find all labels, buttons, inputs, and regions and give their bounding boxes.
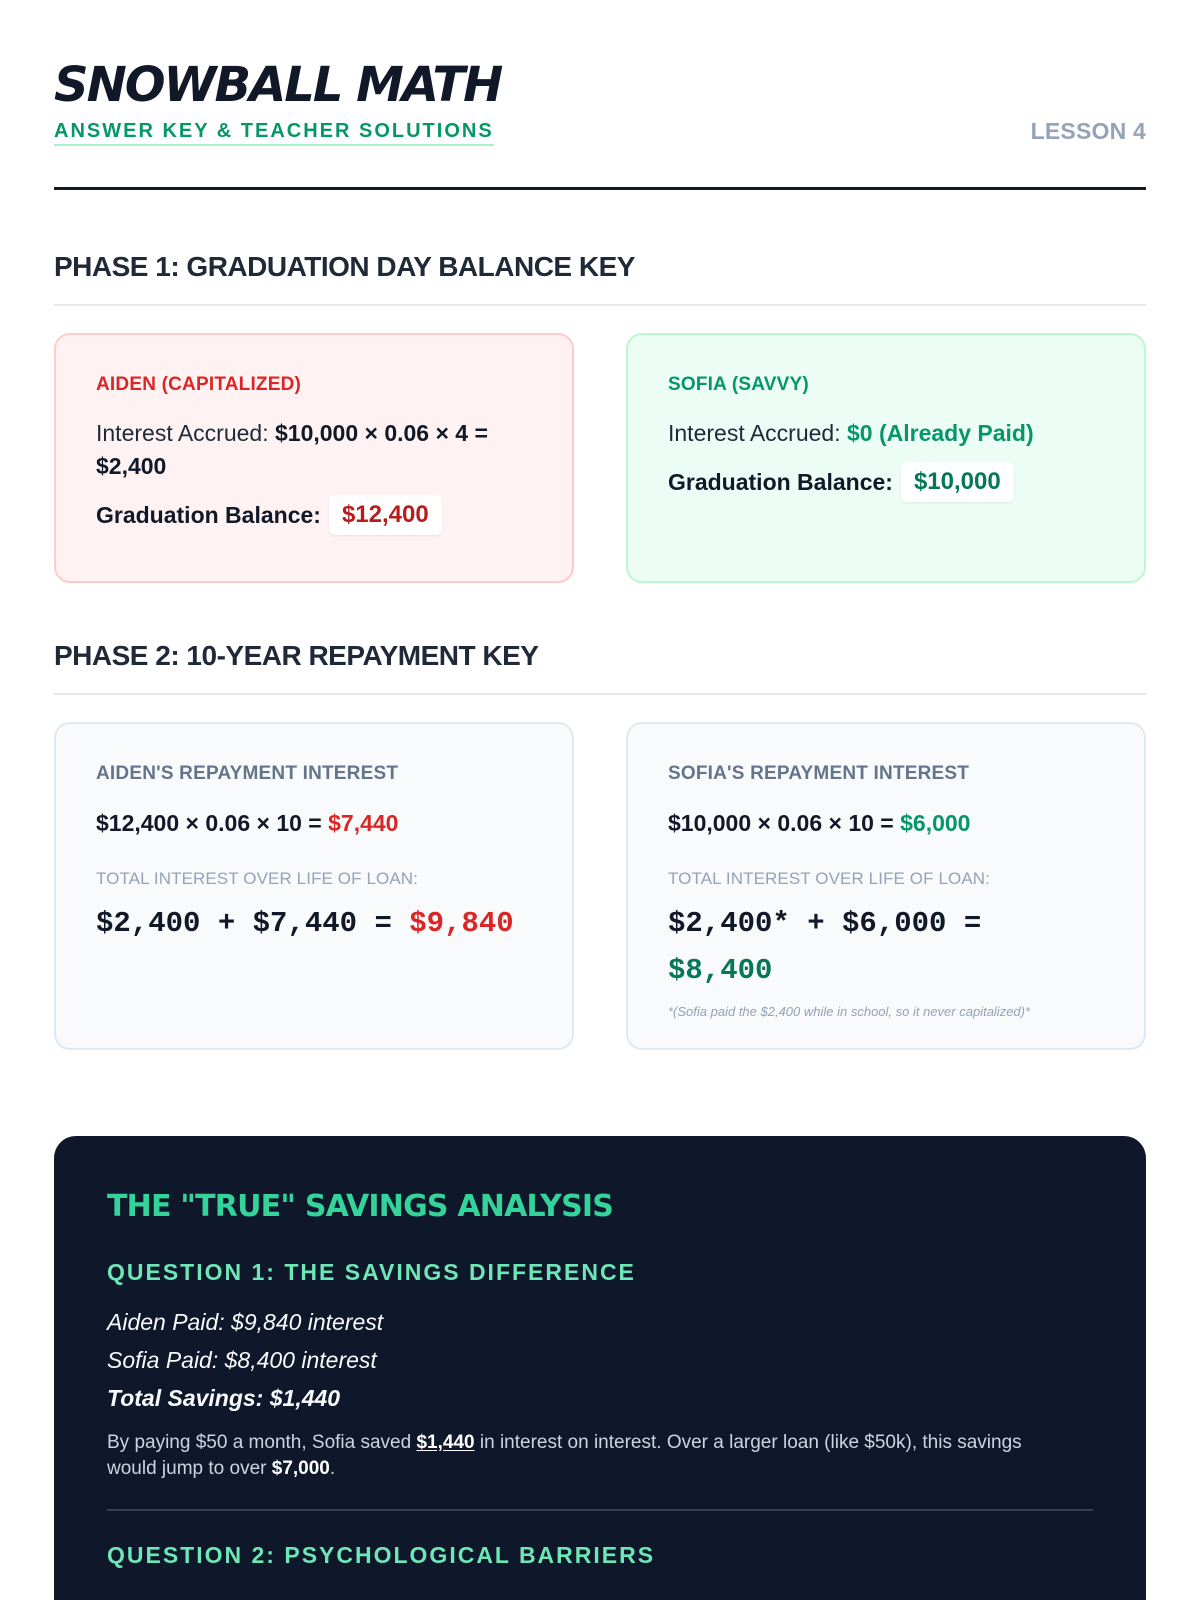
question-2-title: QUESTION 2: PSYCHOLOGICAL BARRIERS [107, 1542, 656, 1568]
sofia-total-interest-formula [668, 900, 1104, 994]
aiden-repayment-result: $7,440 [328, 810, 399, 836]
phase-1-title: PHASE 1: GRADUATION DAY BALANCE KEY [54, 250, 1146, 306]
phase-1-section [54, 250, 1146, 583]
sofia-interest-value: $0 (Already Paid) [846, 420, 1034, 446]
lesson-label: LESSON 4 [1030, 118, 1146, 144]
aiden-balance-label: Graduation Balance: [96, 501, 321, 528]
page-title: SNOWBALL MATH [54, 57, 502, 113]
sofia-balance-value: $10,000 [901, 462, 1014, 502]
sofia-repayment-formula-prefix: $10,000 × 0.06 × 10 = [668, 810, 894, 836]
savings-explanation-prefix: By paying $50 a month, Sofia saved [107, 1432, 417, 1453]
page-subtitle: ANSWER KEY & TEACHER SOLUTIONS [54, 120, 494, 146]
aiden-total-interest-result: $9,840 [409, 907, 514, 940]
sofia-capitalization-footnote: *(Sofia paid the $2,400 while in school, so it never capitalized)* [668, 1004, 1031, 1019]
sofia-repayment-result: $6,000 [900, 810, 971, 836]
sofia-balance-row [668, 462, 1104, 502]
aiden-paid-line: Aiden Paid: $9,840 interest [107, 1309, 384, 1335]
aiden-total-formula: $2,400 + $7,440 = [96, 907, 392, 940]
aiden-balance-value: $12,400 [329, 495, 442, 535]
phase-2-section [54, 639, 1146, 1050]
aiden-interest-label: Interest Accrued: [96, 420, 269, 446]
sofia-repayment-label: SOFIA'S REPAYMENT INTEREST [668, 763, 970, 784]
sofia-interest-line [668, 417, 1104, 450]
aiden-repayment-card [54, 722, 574, 1050]
phase-2-title: PHASE 2: 10-YEAR REPAYMENT KEY [54, 639, 1146, 695]
question-1-title: QUESTION 1: THE SAVINGS DIFFERENCE [107, 1259, 636, 1285]
aiden-repayment-formula-prefix: $12,400 × 0.06 × 10 = [96, 810, 322, 836]
sofia-total-formula: $2,400* + $6,000 = [668, 907, 982, 940]
phase-2-cards [54, 722, 1146, 1050]
larger-savings-amount: $7,000 [271, 1458, 330, 1479]
true-savings-analysis-panel [54, 1136, 1146, 1600]
analysis-divider [107, 1509, 1093, 1511]
sofia-balance-label: Graduation Balance: [668, 468, 893, 495]
aiden-repayment-formula [96, 806, 532, 840]
aiden-card-label: AIDEN (CAPITALIZED) [96, 374, 302, 395]
total-savings-line: Total Savings: $1,440 [107, 1385, 341, 1411]
aiden-interest-calculation: $10,000 × 0.06 × 4 = $2,400 [96, 420, 488, 479]
sofia-total-interest-result: $8,400 [668, 954, 773, 987]
saved-amount: $1,440 [416, 1432, 475, 1453]
savings-explanation-middle: in interest on interest. Over a larger loan (like $50k), this savings would jump to over [107, 1432, 1022, 1479]
aiden-graduation-card [54, 333, 574, 583]
aiden-total-interest-label: TOTAL INTEREST OVER LIFE OF LOAN: [96, 869, 418, 888]
page-header [54, 56, 1146, 190]
sofia-graduation-card [626, 333, 1146, 583]
sofia-paid-line: Sofia Paid: $8,400 interest [107, 1347, 377, 1373]
aiden-interest-line [96, 417, 532, 483]
sofia-card-label: SOFIA (SAVVY) [668, 374, 809, 395]
sofia-interest-label: Interest Accrued: [668, 420, 841, 446]
aiden-balance-row [96, 495, 532, 535]
sofia-total-interest-label: TOTAL INTEREST OVER LIFE OF LOAN: [668, 869, 990, 888]
savings-explanation [107, 1430, 1067, 1482]
savings-explanation-suffix: . [329, 1458, 336, 1479]
sofia-repayment-card [626, 722, 1146, 1050]
aiden-total-interest-formula [96, 900, 532, 947]
analysis-title: THE "TRUE" SAVINGS ANALYSIS [107, 1189, 614, 1224]
sofia-repayment-formula [668, 806, 1104, 840]
phase-1-cards [54, 333, 1146, 583]
aiden-repayment-label: AIDEN'S REPAYMENT INTEREST [96, 763, 399, 784]
